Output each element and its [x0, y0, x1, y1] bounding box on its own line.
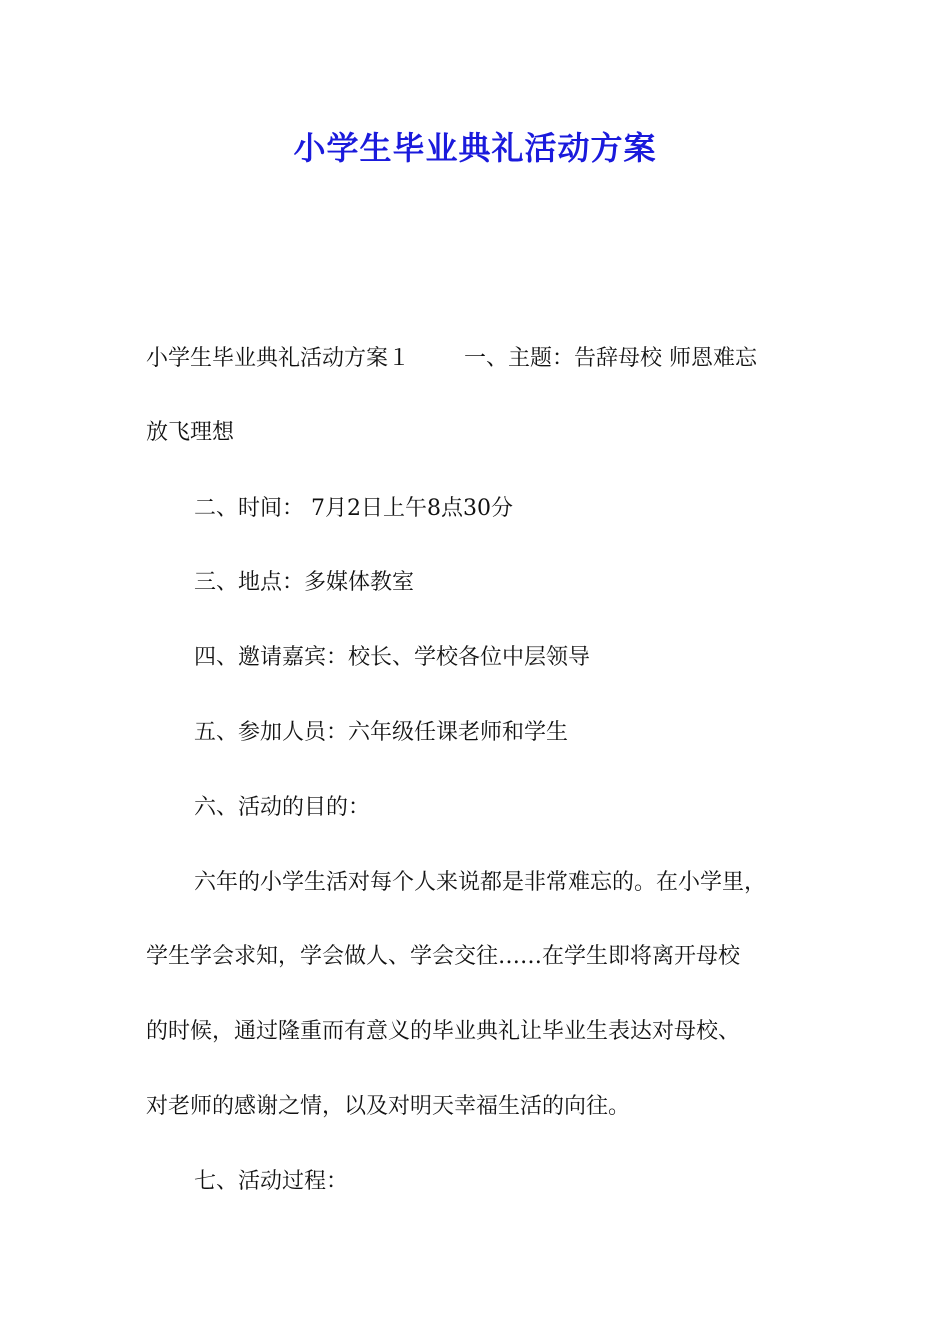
purpose-paragraph-line-4: 对老师的感谢之情，以及对明天幸福生活的向往。 [146, 1094, 631, 1119]
time-item: 二、时间： 7月2日上午8点30分 [194, 496, 513, 521]
purpose-heading: 六、活动的目的： [194, 795, 371, 820]
purpose-paragraph-line-2: 学生学会求知，学会做人、学会交往……在学生即将离开母校 [146, 944, 741, 969]
document-title: 小学生毕业典礼活动方案 [293, 129, 657, 167]
guests-item: 四、邀请嘉宾：校长、学校各位中层领导 [194, 645, 591, 670]
purpose-paragraph-line-3: 的时候，通过隆重而有意义的毕业典礼让毕业生表达对母校、 [146, 1019, 741, 1044]
intro-label: 小学生毕业典礼活动方案１ [146, 346, 411, 371]
purpose-paragraph-line-1: 六年的小学生活对每个人来说都是非常难忘的。在小学里， [194, 870, 767, 895]
theme-text: 一、主题：告辞母校 师恩难忘 [464, 346, 758, 371]
intro-line [146, 344, 836, 374]
participants-item: 五、参加人员：六年级任课老师和学生 [194, 720, 569, 745]
place-item: 三、地点：多媒体教室 [194, 570, 415, 595]
theme-continuation: 放飞理想 [146, 420, 235, 445]
process-heading: 七、活动过程： [194, 1169, 349, 1194]
